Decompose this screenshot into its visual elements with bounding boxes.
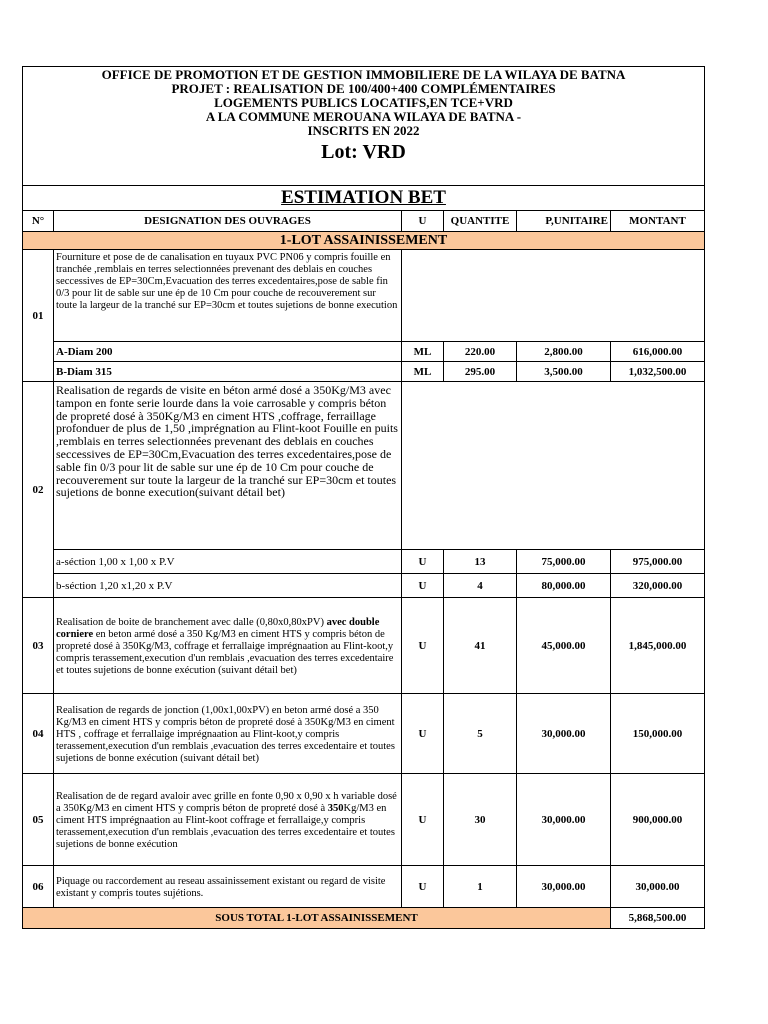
col-header-num: N° xyxy=(23,211,54,232)
quantity-cell: 220.00 xyxy=(444,342,517,362)
document-header-row xyxy=(23,67,705,186)
col-header-quantity: QUANTITE xyxy=(444,211,517,232)
item-description: Realisation de regards de visite en béton armé dosé a 350Kg/M3 avec tampon en fonte serie lourde dans la voie carrosable y compris béton de propreté dosé à 350Kg/M3 en ciment HTS ,coffrage, ferraillage profonduer de plus de 1,50 ,imprégnation au Flint-koot Fouille en puits ,remblais en terres selectionnées prevenant des deblais en couches seccessives de EP=30Cm,Evacuation des terres excedentaires,pose de sable fin 0/3 pour lit de sable sur une ép de 10 Cm pour couche de recouverement sur toute la largeur de la tranché sur EP=30cm et toutes sujetions de bonne execution(suivant détail bet) xyxy=(54,382,402,550)
item-description: Realisation de boite de branchement avec dalle (0,80x0,80xPV) avec double corniere en beton armé dosé a 350 Kg/M3 en ciment HTS y compris béton de propreté dosé à 350Kg/M3, coffrage et ferrallaige imprégnaation au Flint-koot,y compris terassement,execution d'un remblais ,evacuation des terres excedentaire et toutes sujetions de bonne exécution (suivant détail bet) xyxy=(54,598,402,694)
unit-cell: U xyxy=(402,694,444,774)
unit-price-cell: 30,000.00 xyxy=(517,866,611,908)
item-number: 06 xyxy=(23,866,54,908)
unit-price-cell: 30,000.00 xyxy=(517,694,611,774)
section-title: 1-LOT ASSAINISSEMENT xyxy=(23,232,705,250)
unit-price-cell: 2,800.00 xyxy=(517,342,611,362)
item-number: 04 xyxy=(23,694,54,774)
item-05-row xyxy=(23,774,705,866)
item-number: 05 xyxy=(23,774,54,866)
subtotal-label: SOUS TOTAL 1-LOT ASSAINISSEMENT xyxy=(23,908,611,929)
subtotal-row xyxy=(23,908,705,929)
item-number: 01 xyxy=(23,250,54,382)
amount-cell: 975,000.00 xyxy=(611,550,705,574)
item-02-row xyxy=(23,382,705,550)
amount-cell: 1,845,000.00 xyxy=(611,598,705,694)
col-header-unit-price: P,UNITAIRE xyxy=(517,211,611,232)
item-04-row xyxy=(23,694,705,774)
col-header-unit: U xyxy=(402,211,444,232)
estimation-title-row xyxy=(23,186,705,211)
subtotal-amount: 5,868,500.00 xyxy=(611,908,705,929)
quantity-cell: 13 xyxy=(444,550,517,574)
unit-cell: ML xyxy=(402,342,444,362)
item-description: Realisation de regards de jonction (1,00x1,00xPV) en beton armé dosé a 350 Kg/M3 en ciment HTS y compris béton de propreté dosé à 350Kg/M3 en ciment HTS , coffrage et ferrallaige imprégnaation au Flint-koot,y compris terassement,execution d'un remblais ,evacuation des terres excedentaire et toutes sujetions de bonne exécution (suivant détail bet) xyxy=(54,694,402,774)
item-description: Fourniture et pose de de canalisation en tuyaux PVC PN06 y compris fouille en tranchée ,remblais en terres selectionnées prevenant des deblais en couches seccessives de EP=30Cm,Evacuation des terres excedentaires,pose de sable fin 0/3 pour lit de sable sur une ép de 10 Cm pour couche de recouverement sur toute la largeur de la tranché sur EP=30cm et toutes sujetions de bonne execution xyxy=(54,250,402,342)
column-header-row xyxy=(23,211,705,232)
amount-cell: 1,032,500.00 xyxy=(611,362,705,382)
amount-cell: 30,000.00 xyxy=(611,866,705,908)
empty-cell xyxy=(402,382,705,550)
item-01-row xyxy=(23,250,705,342)
quantity-cell: 295.00 xyxy=(444,362,517,382)
unit-price-cell: 30,000.00 xyxy=(517,774,611,866)
project-title: PROJET : REALISATION DE 100/400+400 COMPLÉMENTAIRES xyxy=(171,81,556,96)
empty-cell xyxy=(402,250,705,342)
quantity-cell: 30 xyxy=(444,774,517,866)
amount-cell: 150,000.00 xyxy=(611,694,705,774)
unit-cell: ML xyxy=(402,362,444,382)
quantity-cell: 4 xyxy=(444,574,517,598)
sub-item-label: b-séction 1,20 x1,20 x P.V xyxy=(54,574,402,598)
sub-item-label: B-Diam 315 xyxy=(54,362,402,382)
section-row xyxy=(23,232,705,250)
project-subtitle: LOGEMENTS PUBLICS LOCATIFS,EN TCE+VRD xyxy=(214,95,513,110)
unit-price-cell: 80,000.00 xyxy=(517,574,611,598)
amount-cell: 320,000.00 xyxy=(611,574,705,598)
item-description: Realisation de de regard avaloir avec grille en fonte 0,90 x 0,90 x h variable dosé a 350Kg/M3 en ciment HTS y compris béton de propreté dosé à 350Kg/M3 en ciment HTS imprégnaation au Flint-koot coffrage et ferrallaige,y compris terassement,execution d'un remblais ,evacuation des terres excedentaire et toutes sujetions de bonne exécution xyxy=(54,774,402,866)
amount-cell: 900,000.00 xyxy=(611,774,705,866)
project-location: A LA COMMUNE MEROUANA WILAYA DE BATNA - xyxy=(205,109,522,124)
unit-cell: U xyxy=(402,550,444,574)
item-number: 02 xyxy=(23,382,54,598)
unit-price-cell: 75,000.00 xyxy=(517,550,611,574)
estimate-table xyxy=(22,66,705,929)
unit-price-cell: 3,500.00 xyxy=(517,362,611,382)
unit-price-cell: 45,000.00 xyxy=(517,598,611,694)
item-02b-row xyxy=(23,574,705,598)
quantity-cell: 5 xyxy=(444,694,517,774)
item-03-row xyxy=(23,598,705,694)
unit-cell: U xyxy=(402,774,444,866)
col-header-designation: DESIGNATION DES OUVRAGES xyxy=(54,211,402,232)
unit-cell: U xyxy=(402,574,444,598)
unit-cell: U xyxy=(402,598,444,694)
quantity-cell: 41 xyxy=(444,598,517,694)
office-title: OFFICE DE PROMOTION ET DE GESTION IMMOBILIERE DE LA WILAYA DE BATNA xyxy=(101,67,626,82)
lot-title: Lot: VRD xyxy=(321,141,406,163)
amount-cell: 616,000.00 xyxy=(611,342,705,362)
item-06-row xyxy=(23,866,705,908)
quantity-cell: 1 xyxy=(444,866,517,908)
item-01a-row xyxy=(23,342,705,362)
document-header xyxy=(23,67,705,186)
sub-item-label: A-Diam 200 xyxy=(54,342,402,362)
estimation-title: ESTIMATION BET xyxy=(23,186,705,211)
unit-cell: U xyxy=(402,866,444,908)
sub-item-label: a-séction 1,00 x 1,00 x P.V xyxy=(54,550,402,574)
item-01b-row xyxy=(23,362,705,382)
item-02a-row xyxy=(23,550,705,574)
item-number: 03 xyxy=(23,598,54,694)
col-header-amount: MONTANT xyxy=(611,211,705,232)
project-year: INSCRITS EN 2022 xyxy=(307,123,420,138)
item-description: Piquage ou raccordement au reseau assainissement existant ou regard de visite existant y compris toutes sujétions. xyxy=(54,866,402,908)
